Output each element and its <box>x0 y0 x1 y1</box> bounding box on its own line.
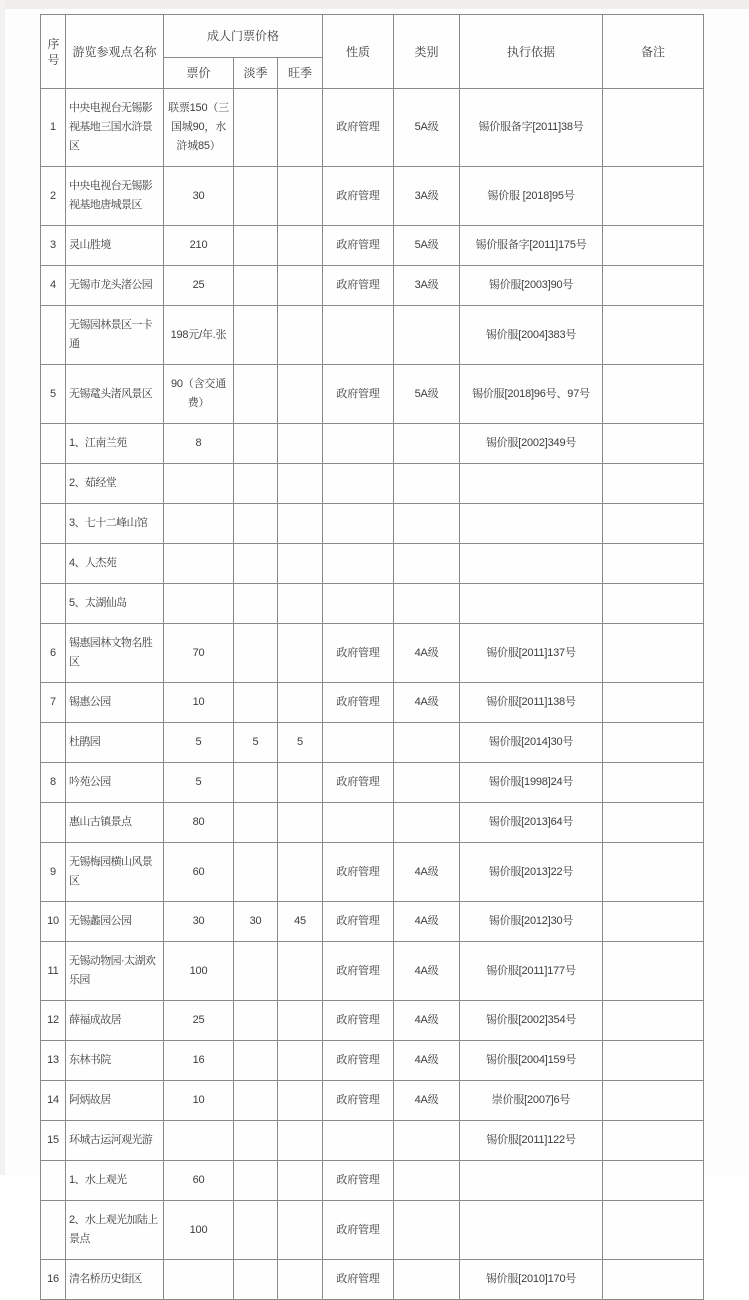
cell-high <box>278 624 323 683</box>
cell-name: 薛福成故居 <box>66 1001 164 1041</box>
cell-nature <box>323 584 394 624</box>
cell-price: 30 <box>164 902 234 942</box>
cell-nature <box>323 464 394 504</box>
cell-no <box>41 504 66 544</box>
cell-category: 4A级 <box>394 1041 460 1081</box>
cell-note <box>603 306 704 365</box>
header-row-1 <box>41 15 704 58</box>
cell-low <box>234 89 278 167</box>
cell-basis: 锡价服[2011]177号 <box>460 942 603 1001</box>
table-row <box>41 226 704 266</box>
cell-note <box>603 1121 704 1161</box>
cell-high <box>278 1161 323 1201</box>
cell-basis: 锡价服[2011]138号 <box>460 683 603 723</box>
cell-low <box>234 1001 278 1041</box>
table-row <box>41 365 704 424</box>
cell-high: 5 <box>278 723 323 763</box>
cell-high <box>278 424 323 464</box>
ticket-price-table <box>40 14 704 1300</box>
cell-basis: 锡价服备字[2011]38号 <box>460 89 603 167</box>
table-row <box>41 1260 704 1300</box>
cell-price <box>164 1121 234 1161</box>
cell-note <box>603 902 704 942</box>
table-row <box>41 723 704 763</box>
cell-low <box>234 1260 278 1300</box>
cell-note <box>603 723 704 763</box>
cell-nature: 政府管理 <box>323 763 394 803</box>
cell-price: 70 <box>164 624 234 683</box>
cell-name: 2、水上观光加陆上景点 <box>66 1201 164 1260</box>
table-row <box>41 584 704 624</box>
cell-nature: 政府管理 <box>323 902 394 942</box>
cell-nature: 政府管理 <box>323 683 394 723</box>
cell-low <box>234 1041 278 1081</box>
cell-price: 100 <box>164 1201 234 1260</box>
cell-high <box>278 226 323 266</box>
cell-note <box>603 89 704 167</box>
cell-note <box>603 266 704 306</box>
cell-high <box>278 1201 323 1260</box>
table-header <box>41 15 704 89</box>
cell-low <box>234 365 278 424</box>
cell-no <box>41 424 66 464</box>
table-body <box>41 89 704 1300</box>
header-price-group: 成人门票价格 <box>164 15 323 58</box>
cell-high: 45 <box>278 902 323 942</box>
cell-low <box>234 683 278 723</box>
table-row <box>41 464 704 504</box>
cell-high <box>278 1041 323 1081</box>
table-row <box>41 843 704 902</box>
cell-nature: 政府管理 <box>323 167 394 226</box>
cell-name: 1、江南兰苑 <box>66 424 164 464</box>
table-row <box>41 1161 704 1201</box>
cell-note <box>603 1201 704 1260</box>
cell-category: 3A级 <box>394 266 460 306</box>
cell-name: 清名桥历史街区 <box>66 1260 164 1300</box>
cell-high <box>278 544 323 584</box>
cell-nature: 政府管理 <box>323 1260 394 1300</box>
cell-nature <box>323 504 394 544</box>
table-row <box>41 1041 704 1081</box>
cell-category <box>394 1260 460 1300</box>
cell-low <box>234 266 278 306</box>
cell-no: 6 <box>41 624 66 683</box>
cell-nature: 政府管理 <box>323 89 394 167</box>
cell-category <box>394 544 460 584</box>
cell-nature: 政府管理 <box>323 1001 394 1041</box>
cell-price: 联票150（三国城90，水浒城85） <box>164 89 234 167</box>
cell-note <box>603 504 704 544</box>
cell-note <box>603 544 704 584</box>
cell-nature <box>323 424 394 464</box>
cell-low: 30 <box>234 902 278 942</box>
cell-name: 5、太湖仙岛 <box>66 584 164 624</box>
cell-category <box>394 1161 460 1201</box>
cell-price: 60 <box>164 1161 234 1201</box>
cell-category <box>394 1201 460 1260</box>
header-low-season: 淡季 <box>234 58 278 89</box>
cell-category: 5A级 <box>394 226 460 266</box>
cell-nature: 政府管理 <box>323 226 394 266</box>
cell-note <box>603 1001 704 1041</box>
cell-note <box>603 365 704 424</box>
cell-basis: 锡价服[2018]96号、97号 <box>460 365 603 424</box>
cell-high <box>278 1001 323 1041</box>
cell-high <box>278 464 323 504</box>
cell-no: 14 <box>41 1081 66 1121</box>
cell-low <box>234 544 278 584</box>
cell-low <box>234 306 278 365</box>
cell-nature <box>323 803 394 843</box>
cell-category <box>394 803 460 843</box>
table-row <box>41 1001 704 1041</box>
cell-price <box>164 1260 234 1300</box>
cell-no <box>41 723 66 763</box>
cell-name: 东林书院 <box>66 1041 164 1081</box>
cell-category: 4A级 <box>394 942 460 1001</box>
cell-no: 8 <box>41 763 66 803</box>
cell-category: 5A级 <box>394 89 460 167</box>
cell-name: 无锡蠡园公园 <box>66 902 164 942</box>
cell-note <box>603 683 704 723</box>
cell-category <box>394 306 460 365</box>
cell-price: 5 <box>164 763 234 803</box>
table-row <box>41 803 704 843</box>
cell-high <box>278 1121 323 1161</box>
cell-low <box>234 1121 278 1161</box>
cell-low <box>234 803 278 843</box>
cell-low <box>234 942 278 1001</box>
cell-note <box>603 167 704 226</box>
cell-basis <box>460 544 603 584</box>
cell-nature: 政府管理 <box>323 266 394 306</box>
cell-name: 灵山胜境 <box>66 226 164 266</box>
cell-nature: 政府管理 <box>323 1081 394 1121</box>
cell-category: 4A级 <box>394 624 460 683</box>
cell-no: 10 <box>41 902 66 942</box>
cell-price: 25 <box>164 1001 234 1041</box>
cell-no: 9 <box>41 843 66 902</box>
cell-low <box>234 584 278 624</box>
cell-high <box>278 89 323 167</box>
cell-price: 100 <box>164 942 234 1001</box>
cell-price: 30 <box>164 167 234 226</box>
cell-note <box>603 1041 704 1081</box>
header-nature: 性质 <box>323 15 394 89</box>
cell-no: 2 <box>41 167 66 226</box>
cell-no <box>41 1201 66 1260</box>
cell-high <box>278 504 323 544</box>
cell-name: 锡惠公园 <box>66 683 164 723</box>
cell-nature: 政府管理 <box>323 1041 394 1081</box>
cell-name: 无锡市龙头渚公园 <box>66 266 164 306</box>
cell-basis: 锡价服[2004]159号 <box>460 1041 603 1081</box>
cell-basis: 锡价服[2013]22号 <box>460 843 603 902</box>
cell-low: 5 <box>234 723 278 763</box>
cell-category: 3A级 <box>394 167 460 226</box>
cell-note <box>603 584 704 624</box>
cell-basis: 锡价服[2010]170号 <box>460 1260 603 1300</box>
cell-price: 80 <box>164 803 234 843</box>
cell-high <box>278 1081 323 1121</box>
cell-nature: 政府管理 <box>323 942 394 1001</box>
cell-no: 3 <box>41 226 66 266</box>
page-left-edge <box>0 0 5 1175</box>
cell-basis <box>460 584 603 624</box>
cell-category <box>394 584 460 624</box>
cell-name: 4、人杰苑 <box>66 544 164 584</box>
cell-price: 10 <box>164 1081 234 1121</box>
cell-note <box>603 1161 704 1201</box>
cell-price: 8 <box>164 424 234 464</box>
cell-low <box>234 424 278 464</box>
cell-price <box>164 504 234 544</box>
cell-nature <box>323 544 394 584</box>
cell-category: 4A级 <box>394 1081 460 1121</box>
cell-price: 198元/年.张 <box>164 306 234 365</box>
cell-name: 杜鹃园 <box>66 723 164 763</box>
header-name: 游览参观点名称 <box>66 15 164 89</box>
cell-basis: 锡价服[2002]354号 <box>460 1001 603 1041</box>
cell-nature <box>323 723 394 763</box>
cell-name: 无锡梅园横山风景区 <box>66 843 164 902</box>
cell-note <box>603 424 704 464</box>
cell-price <box>164 464 234 504</box>
cell-name: 无锡鼋头渚风景区 <box>66 365 164 424</box>
cell-high <box>278 763 323 803</box>
cell-low <box>234 504 278 544</box>
cell-no: 11 <box>41 942 66 1001</box>
cell-no: 13 <box>41 1041 66 1081</box>
cell-category: 4A级 <box>394 843 460 902</box>
cell-note <box>603 624 704 683</box>
header-category: 类别 <box>394 15 460 89</box>
cell-nature <box>323 1121 394 1161</box>
cell-price: 60 <box>164 843 234 902</box>
cell-basis: 锡价服[2003]90号 <box>460 266 603 306</box>
cell-name: 3、七十二峰山馆 <box>66 504 164 544</box>
cell-category <box>394 464 460 504</box>
header-note: 备注 <box>603 15 704 89</box>
cell-price: 5 <box>164 723 234 763</box>
cell-basis <box>460 464 603 504</box>
cell-low <box>234 1081 278 1121</box>
table-row <box>41 1121 704 1161</box>
cell-nature: 政府管理 <box>323 365 394 424</box>
cell-price: 25 <box>164 266 234 306</box>
table-row <box>41 306 704 365</box>
cell-note <box>603 763 704 803</box>
table-row <box>41 1081 704 1121</box>
cell-name: 吟苑公园 <box>66 763 164 803</box>
cell-high <box>278 1260 323 1300</box>
cell-no <box>41 306 66 365</box>
cell-no: 15 <box>41 1121 66 1161</box>
cell-category <box>394 424 460 464</box>
cell-note <box>603 1081 704 1121</box>
cell-category <box>394 504 460 544</box>
header-no: 序号 <box>41 15 66 89</box>
cell-no: 4 <box>41 266 66 306</box>
cell-basis: 锡价服备字[2011]175号 <box>460 226 603 266</box>
cell-no: 16 <box>41 1260 66 1300</box>
cell-price: 10 <box>164 683 234 723</box>
table-row <box>41 902 704 942</box>
cell-price: 16 <box>164 1041 234 1081</box>
cell-no <box>41 584 66 624</box>
cell-high <box>278 803 323 843</box>
cell-no: 12 <box>41 1001 66 1041</box>
cell-basis: 锡价服[2002]349号 <box>460 424 603 464</box>
cell-high <box>278 365 323 424</box>
cell-name: 中央电视台无锡影视基地三国水浒景区 <box>66 89 164 167</box>
cell-name: 无锡动物园·太湖欢乐园 <box>66 942 164 1001</box>
cell-low <box>234 1161 278 1201</box>
table-row <box>41 89 704 167</box>
cell-category <box>394 763 460 803</box>
cell-nature: 政府管理 <box>323 1161 394 1201</box>
cell-basis: 锡价服[2011]122号 <box>460 1121 603 1161</box>
cell-low <box>234 226 278 266</box>
cell-no <box>41 1161 66 1201</box>
page-top-edge <box>0 0 749 9</box>
table-row <box>41 1201 704 1260</box>
cell-basis: 锡价服[2004]383号 <box>460 306 603 365</box>
cell-category: 5A级 <box>394 365 460 424</box>
cell-high <box>278 306 323 365</box>
cell-category: 4A级 <box>394 902 460 942</box>
cell-nature: 政府管理 <box>323 1201 394 1260</box>
cell-basis: 崇价服[2007]6号 <box>460 1081 603 1121</box>
cell-name: 1、水上观光 <box>66 1161 164 1201</box>
cell-basis: 锡价服[1998]24号 <box>460 763 603 803</box>
table-row <box>41 424 704 464</box>
cell-no: 7 <box>41 683 66 723</box>
cell-low <box>234 763 278 803</box>
cell-note <box>603 843 704 902</box>
cell-name: 环城古运河观光游 <box>66 1121 164 1161</box>
cell-high <box>278 167 323 226</box>
cell-high <box>278 683 323 723</box>
cell-name: 锡惠园林文物名胜区 <box>66 624 164 683</box>
cell-name: 无锡园林景区一卡通 <box>66 306 164 365</box>
header-price: 票价 <box>164 58 234 89</box>
table-row <box>41 683 704 723</box>
cell-high <box>278 843 323 902</box>
cell-basis: 锡价服[2013]64号 <box>460 803 603 843</box>
table-row <box>41 624 704 683</box>
table-row <box>41 167 704 226</box>
cell-basis <box>460 1161 603 1201</box>
cell-price <box>164 584 234 624</box>
cell-name: 阿炳故居 <box>66 1081 164 1121</box>
cell-name: 惠山古镇景点 <box>66 803 164 843</box>
table-row <box>41 266 704 306</box>
table-row <box>41 504 704 544</box>
header-high-season: 旺季 <box>278 58 323 89</box>
cell-note <box>603 464 704 504</box>
cell-category <box>394 1121 460 1161</box>
cell-no <box>41 803 66 843</box>
cell-low <box>234 464 278 504</box>
cell-low <box>234 167 278 226</box>
cell-basis: 锡价服[2012]30号 <box>460 902 603 942</box>
cell-name: 2、茹经堂 <box>66 464 164 504</box>
cell-price: 210 <box>164 226 234 266</box>
cell-low <box>234 843 278 902</box>
cell-basis: 锡价服 [2018]95号 <box>460 167 603 226</box>
cell-basis: 锡价服[2014]30号 <box>460 723 603 763</box>
cell-no <box>41 464 66 504</box>
cell-no: 1 <box>41 89 66 167</box>
cell-no: 5 <box>41 365 66 424</box>
cell-nature: 政府管理 <box>323 624 394 683</box>
cell-note <box>603 1260 704 1300</box>
cell-name: 中央电视台无锡影视基地唐城景区 <box>66 167 164 226</box>
cell-low <box>234 1201 278 1260</box>
cell-category: 4A级 <box>394 1001 460 1041</box>
cell-basis: 锡价服[2011]137号 <box>460 624 603 683</box>
cell-price: 90（含交通费） <box>164 365 234 424</box>
cell-basis <box>460 1201 603 1260</box>
cell-no <box>41 544 66 584</box>
cell-high <box>278 942 323 1001</box>
cell-nature: 政府管理 <box>323 843 394 902</box>
cell-note <box>603 226 704 266</box>
table-row <box>41 763 704 803</box>
table-row <box>41 942 704 1001</box>
cell-note <box>603 942 704 1001</box>
cell-category <box>394 723 460 763</box>
cell-high <box>278 266 323 306</box>
cell-note <box>603 803 704 843</box>
cell-high <box>278 584 323 624</box>
cell-nature <box>323 306 394 365</box>
cell-category: 4A级 <box>394 683 460 723</box>
cell-basis <box>460 504 603 544</box>
table-row <box>41 544 704 584</box>
cell-low <box>234 624 278 683</box>
header-basis: 执行依据 <box>460 15 603 89</box>
cell-price <box>164 544 234 584</box>
